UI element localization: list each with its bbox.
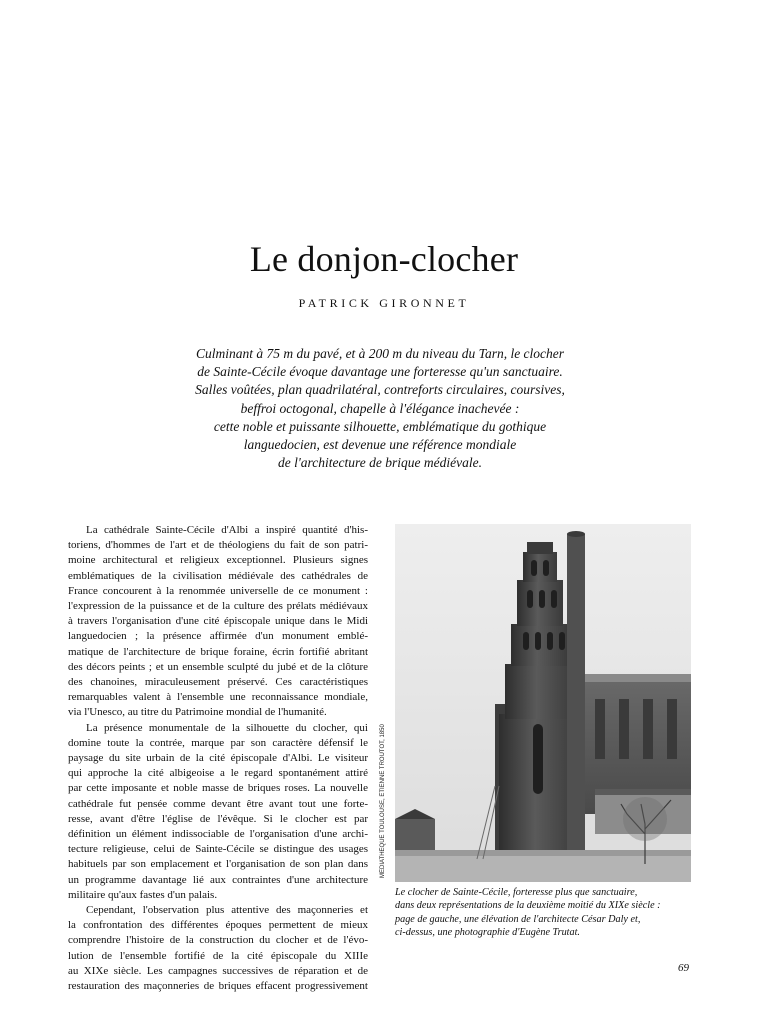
body-line: matique de l'architecture de brique foraine, écrin fortifié abritant [68, 645, 368, 658]
lede-line: beffroi octogonal, chapelle à l'élégance inachevée : [240, 400, 520, 416]
caption-line: Le clocher de Sainte-Cécile, forteresse plus que sanctuaire, [395, 887, 638, 898]
body-line: l'expression de la puissance et de la culture des prélats médiévaux [68, 600, 368, 613]
article-title: Le donjon-clocher [249, 239, 519, 279]
body-line: domine toute la contrée, marque par son caractère défensif le [68, 736, 368, 749]
lede-line: de l'architecture de brique médiévale. [278, 455, 482, 471]
body-line: moine architectural et religieux exceptionnel. Plusieurs signes [68, 554, 368, 567]
body-line: Cependant, l'observation plus attentive des maçonneries et [86, 904, 368, 917]
body-line: qui approche la cité albigeoise a le regard spontanément attiré [68, 767, 368, 780]
body-line: La présence monumentale de la silhouette du clocher, qui [86, 721, 368, 734]
body-line: définition un élément indissociable de l'organisation d'une archi- [68, 828, 368, 841]
lede-line: languedocien, est devenue une référence mondiale [243, 437, 517, 453]
body-line: à travers l'organisation d'une cité épiscopale unique dans le Midi [68, 615, 368, 628]
body-line: habituels par son emplacement et l'organisation de son plan dans [68, 858, 368, 871]
body-line: toriens, d'hommes de l'art et de théologiens du fait de son patri- [68, 539, 368, 552]
body-line: lution de l'ensemble fortifié de la cité épiscopale du XIIIe [68, 949, 368, 962]
lede-line: Culminant à 75 m du pavé, et à 200 m du niveau du Tarn, le clocher [195, 346, 565, 361]
body-line: la confrontation des différentes époques permettent de mieux [68, 919, 368, 932]
body-line: via l'Unesco, au titre du Patrimoine mondial de l'humanité. [68, 706, 327, 719]
cathedral-photo [395, 524, 691, 882]
body-line: militaire qu'aux fastes d'un palais. [68, 888, 218, 901]
photo-credit: MÉDIATHÈQUE TOULOUSE, ÉTIENNE TROUTOT, 1850 [380, 724, 386, 878]
article-body [68, 523, 368, 994]
caption-line: page de gauche, une élévation de l'architecte César Daly et, [395, 913, 641, 925]
body-line: paysage du site urbain de la cité épiscopale d'Albi. Le visiteur [68, 752, 368, 765]
body-line: restauration des maçonneries de briques effacent progressivement [68, 980, 368, 993]
body-line: tecture religieuse, celui de Sainte-Cécile se distingue des usages [68, 843, 368, 856]
body-line: resse, avant d'être l'église de l'évêque. Si le clocher est par [68, 812, 368, 825]
body-line: France concourent à la renommée universelle de ce monument : [68, 584, 368, 597]
body-line: des chanoines, miraculeusement préservé. Ces caractéristiques [68, 676, 368, 689]
body-line: comprendre l'histoire de la construction du clocher et de l'évo- [68, 934, 368, 947]
body-line: remarquables valent à l'ensemble une reconnaissance mondiale, [68, 691, 368, 704]
body-line: languedocien ; la présence affirmée d'un monument emblé- [68, 630, 368, 643]
photo-caption [395, 886, 695, 940]
lede-line: Salles voûtées, plan quadrilatéral, contreforts circulaires, coursives, [195, 382, 565, 398]
page-number: 69 [678, 962, 689, 974]
body-line: par cette imposante et noble masse de briques roses. La nouvelle [68, 782, 368, 795]
caption-line: ci-dessus, une photographie d'Eugène Trutat. [395, 927, 580, 939]
body-line: cathédrale fut pensée comme devant être avant tout une forte- [68, 797, 368, 810]
caption-line: dans deux représentations de la deuxième moitié du XIXe siècle : [395, 900, 661, 912]
body-line: emblématiques de la civilisation médiévale des cathédrales de [68, 569, 368, 582]
lede-line: de Sainte-Cécile évoque davantage une forteresse qu'un sanctuaire. [197, 364, 563, 380]
lede-line: cette noble et puissante silhouette, emblématique du gothique [213, 418, 547, 434]
article-lede [170, 345, 590, 472]
article-author: PATRICK GIRONNET [298, 296, 470, 310]
body-line: La cathédrale Sainte-Cécile d'Albi a inspiré quantité d'his- [86, 524, 368, 536]
body-line: des décors peints ; et un ensemble sculpté du jubé et de la clôture [68, 660, 368, 673]
body-line: au XIXe siècle. Les campagnes successives de réparation et de [68, 964, 368, 977]
body-line: un programme davantage lié aux contraintes d'une architecture [68, 873, 368, 886]
